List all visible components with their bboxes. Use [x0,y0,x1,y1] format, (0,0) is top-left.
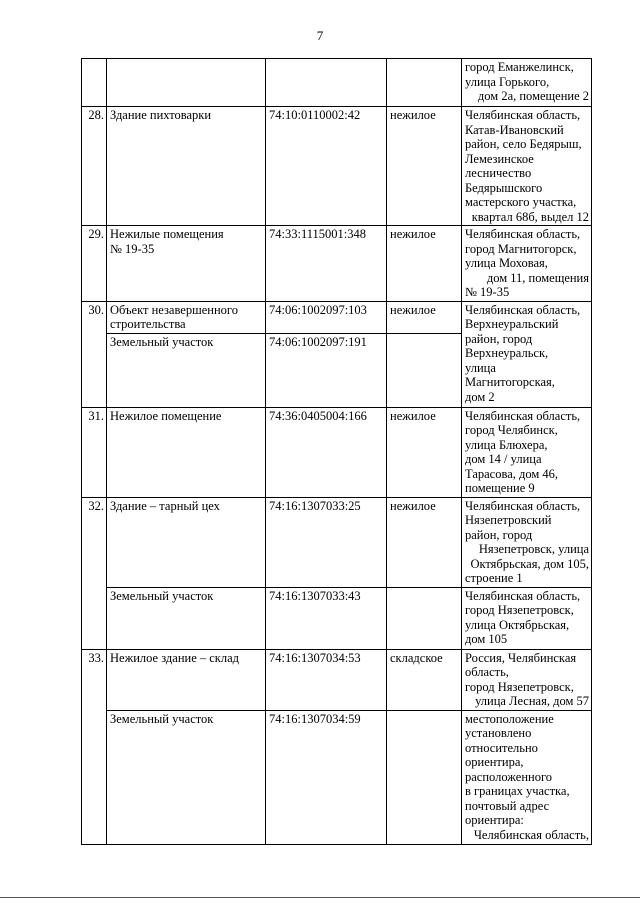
table-row [82,407,592,497]
address-line: Россия, Челябинская [465,650,577,665]
object-name: Нежилое здание – склад [107,649,266,710]
object-name [107,59,266,107]
object-name: Земельный участок [107,710,266,844]
address-line: Челябинская область, [465,408,581,423]
address-line: почтовый адрес [465,798,550,813]
object-type: нежилое [387,107,462,226]
address-line: установлено [465,726,532,740]
row-number: 28. [82,107,107,226]
object-name: Земельный участок [107,333,266,407]
address-line: расположенного [465,769,553,784]
object-name: Здание – тарный цех [107,497,266,587]
address-line: Верхнеуральск, [465,346,549,360]
row-number: 30. [82,301,107,407]
object-type: складское [387,649,462,710]
address-line: район, город [465,527,533,542]
property-table [81,58,592,845]
address-line: помещение 9 [465,481,535,495]
address-line: Нязепетровский [465,513,552,527]
cadastral-number [266,59,387,107]
page-number: 7 [316,28,324,43]
object-address [462,107,592,226]
cadastral-number: 74:16:1307033:43 [266,587,387,649]
address-line: улица Октябрьская, [465,617,570,632]
address-line: строение 1 [465,571,523,585]
address-line: дом 14 / улица [465,452,542,466]
object-name-line: Нежилые помещения [110,227,224,241]
table-subrow [82,587,592,649]
object-address [462,301,592,407]
table-row [82,59,592,107]
address-line: улица Горького, [465,74,550,89]
address-line: город Нязепетровск, [465,679,574,694]
address-line: дом 2 [465,389,495,404]
address-line: Верхнеуральский [465,317,559,331]
address-line: лесничество [465,166,532,180]
address-line: Челябинская область, [465,227,581,241]
address-line: Челябинская область, [465,498,581,513]
table-subrow [82,710,592,844]
object-type [387,59,462,107]
cadastral-number: 74:06:1002097:191 [266,333,387,407]
address-line: город Челябинск, [465,423,558,437]
address-line: квартал 68б, выдел 12 [471,209,589,224]
cadastral-number: 74:36:0405004:166 [266,407,387,497]
object-name: Нежилое помещение [107,407,266,497]
address-line: Октябрьская, дом 105, [470,556,589,571]
address-line: Челябинская область, [465,588,581,603]
object-name: Здание пихтоварки [107,107,266,226]
address-line: улица Лесная, дом 57 [475,694,589,708]
row-number: 31. [82,407,107,497]
address-line: дом 2а, помещение 2 [477,89,589,103]
address-line: ориентира: [465,813,524,827]
address-line: город Еманжелинск, [465,60,574,74]
address-line: город Магнитогорск, [465,241,577,256]
address-line: дом 105 [465,632,508,646]
object-address [462,407,592,497]
cadastral-number: 74:16:1307033:25 [266,497,387,587]
row-number: 29. [82,226,107,302]
object-name-line: строительства [110,317,186,331]
object-name: Земельный участок [107,587,266,649]
table-row [82,649,592,710]
table-row [82,497,592,587]
table-row [82,301,592,333]
object-address [462,649,592,710]
object-address [462,497,592,587]
cadastral-number: 74:33:1115001:348 [266,226,387,302]
table-row [82,226,592,302]
address-line: мастерского участка, [465,195,577,209]
object-address [462,59,592,107]
row-number [82,59,107,107]
page-bottom-edge [0,897,640,898]
object-address [462,587,592,649]
object-type [387,587,462,649]
object-type: нежилое [387,226,462,302]
address-line: район, село Бедярыш, [465,137,582,151]
object-type: нежилое [387,497,462,587]
address-line: Катав-Ивановский [465,122,564,137]
address-line: улица [465,360,496,375]
address-line: в границах участка, [465,784,570,798]
address-line: местоположение [465,711,554,726]
address-line: дом 11, помещения [486,270,589,285]
object-type [387,333,462,407]
address-line: Бедярышского [465,180,543,195]
address-line: № 19-35 [465,285,510,299]
address-line: ориентира, [465,755,524,769]
address-line: Магнитогорская, [465,375,555,389]
object-name [107,301,266,333]
object-type: нежилое [387,301,462,333]
object-type [387,710,462,844]
address-line: улица Блюхера, [465,437,548,452]
address-line: улица Моховая, [465,256,548,270]
address-line: относительно [465,740,538,755]
object-name [107,226,266,302]
row-number: 32. [82,497,107,649]
object-name-line: Объект незавершенного [110,302,238,317]
address-line: город Нязепетровск, [465,603,574,617]
address-line: Нязепетровск, улица [478,542,589,556]
address-line: Лемезинское [465,151,534,166]
address-line: Тарасова, дом 46, [465,466,559,481]
object-name-line: № 19-35 [110,241,155,256]
cadastral-number: 74:16:1307034:53 [266,649,387,710]
object-address [462,226,592,302]
address-line: Челябинская область, [465,108,581,122]
cadastral-number: 74:16:1307034:59 [266,710,387,844]
cadastral-number: 74:10:0110002:42 [266,107,387,226]
address-line: область, [465,665,509,679]
address-line: район, город [465,331,533,346]
object-address [462,710,592,844]
address-line: Челябинская область, [473,827,589,842]
table-row [82,107,592,226]
address-line: Челябинская область, [465,302,581,317]
cadastral-number: 74:06:1002097:103 [266,301,387,333]
object-type: нежилое [387,407,462,497]
row-number: 33. [82,649,107,844]
